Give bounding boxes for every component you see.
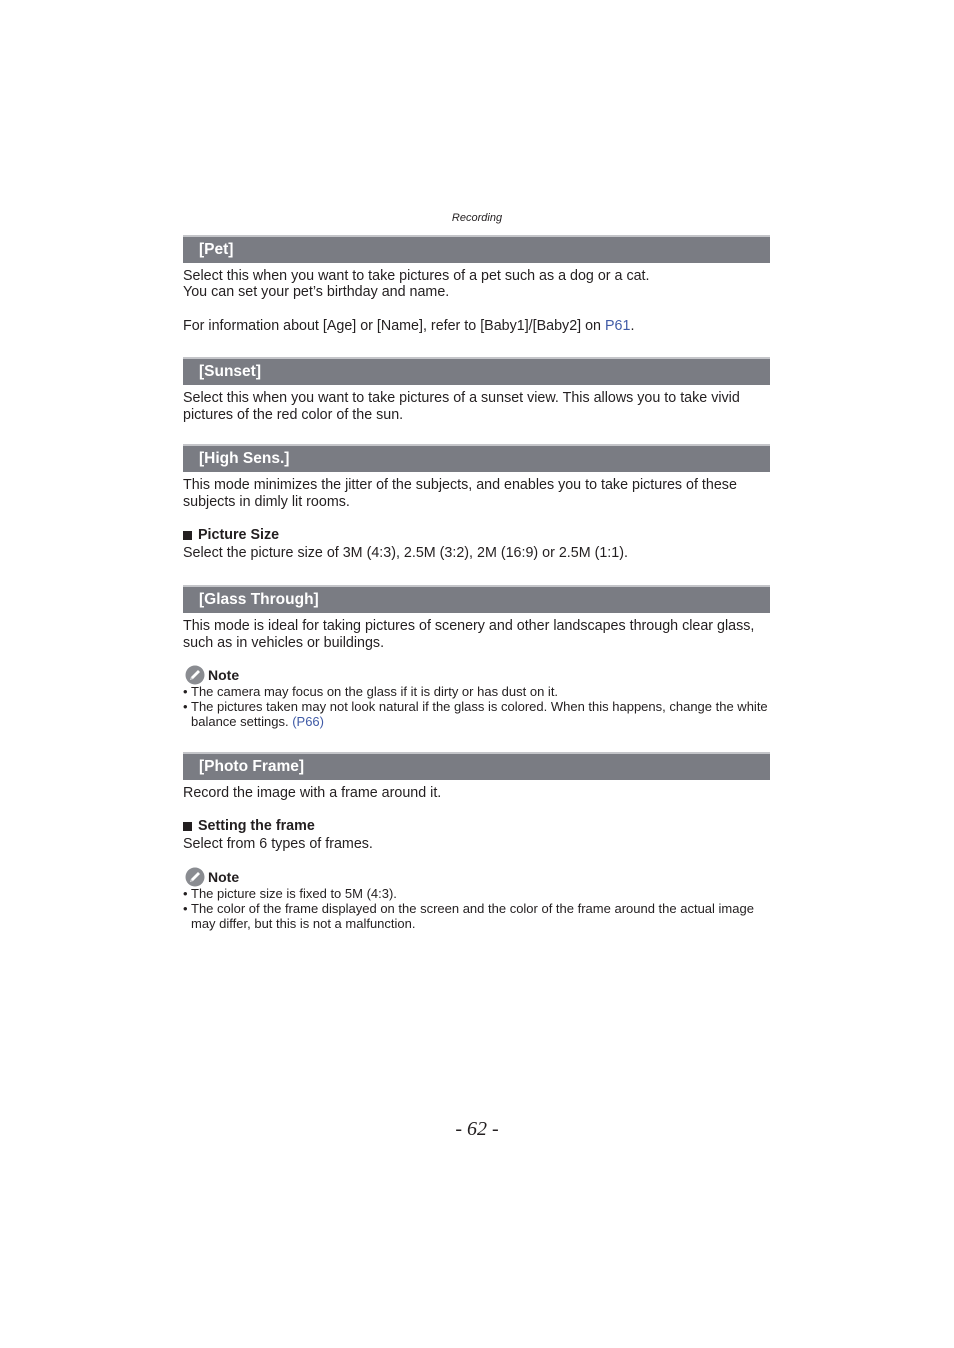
- glass-through-description: This mode is ideal for taking pictures of scenery and other landscapes through clear glass, such as in vehicles or buildings.: [183, 618, 755, 651]
- running-head: Recording: [451, 212, 503, 224]
- pet-info-suffix: .: [630, 318, 635, 334]
- pet-info-text: [183, 318, 773, 335]
- list-item: [183, 887, 773, 902]
- note-text: The camera may focus on the glass if it is dirty or has dust on it.: [191, 684, 559, 699]
- photo-frame-note-heading: [185, 867, 239, 887]
- picture-size-subhead: [183, 527, 279, 544]
- note-pencil-icon: [185, 665, 205, 685]
- photo-frame-note-list: [183, 887, 773, 931]
- note-text: The color of the frame displayed on the screen and the color of the frame around the actual image may differ, but this is not a malfunction.: [191, 900, 754, 931]
- note-link-p66[interactable]: (P66): [292, 713, 324, 729]
- section-title-photo-frame: [Photo Frame]: [183, 752, 770, 780]
- pet-info-prefix: For information about [Age] or [Name], refer to [Baby1]/[Baby2] on: [183, 318, 605, 334]
- list-item: [183, 700, 773, 730]
- picture-size-subhead-label: Picture Size: [198, 527, 280, 543]
- section-title-high-sens: [High Sens.]: [183, 444, 770, 472]
- section-title-glass-through: [Glass Through]: [183, 585, 770, 613]
- setting-frame-subhead: [183, 818, 315, 835]
- picture-size-text: Select the picture size of 3M (4:3), 2.5M (3:2), 2M (16:9) or 2.5M (1:1).: [183, 545, 628, 561]
- photo-frame-description: Record the image with a frame around it.: [183, 785, 442, 801]
- list-item: [183, 902, 773, 932]
- glass-through-note-list: [183, 685, 773, 729]
- glass-through-note-heading: [185, 665, 239, 685]
- square-bullet-icon: [183, 531, 192, 540]
- photo-frame-note-label: Note: [208, 869, 240, 885]
- square-bullet-icon: [183, 822, 192, 831]
- pet-description-line2: You can set your pet’s birthday and name.: [183, 284, 450, 300]
- list-item: [183, 685, 773, 700]
- setting-frame-text: Select from 6 types of frames.: [183, 836, 373, 852]
- glass-through-note-label: Note: [208, 667, 240, 683]
- note-pencil-icon: [185, 867, 205, 887]
- section-title-sunset: [Sunset]: [183, 357, 770, 385]
- section-title-pet: [Pet]: [183, 235, 770, 263]
- sunset-description: Select this when you want to take pictures of a sunset view. This allows you to take vivid pictures of the red color of the sun.: [183, 390, 740, 423]
- setting-frame-subhead-label: Setting the frame: [198, 818, 315, 834]
- note-text: The picture size is fixed to 5M (4:3).: [191, 886, 397, 901]
- bullet-dot: •: [183, 684, 188, 699]
- pet-description-line1: Select this when you want to take pictures of a pet such as a dog or a cat.: [183, 268, 650, 284]
- page-number: - 62 -: [455, 1118, 499, 1140]
- bullet-dot: •: [183, 900, 188, 916]
- bullet-dot: •: [183, 886, 188, 901]
- bullet-dot: •: [183, 698, 188, 714]
- high-sens-description: This mode minimizes the jitter of the subjects, and enables you to take pictures of these subjects in dimly lit rooms.: [183, 477, 737, 510]
- note-text: The pictures taken may not look natural if the glass is colored. When this happens, change the white balance settings.: [191, 698, 768, 729]
- pet-info-link-p61[interactable]: P61: [604, 318, 631, 334]
